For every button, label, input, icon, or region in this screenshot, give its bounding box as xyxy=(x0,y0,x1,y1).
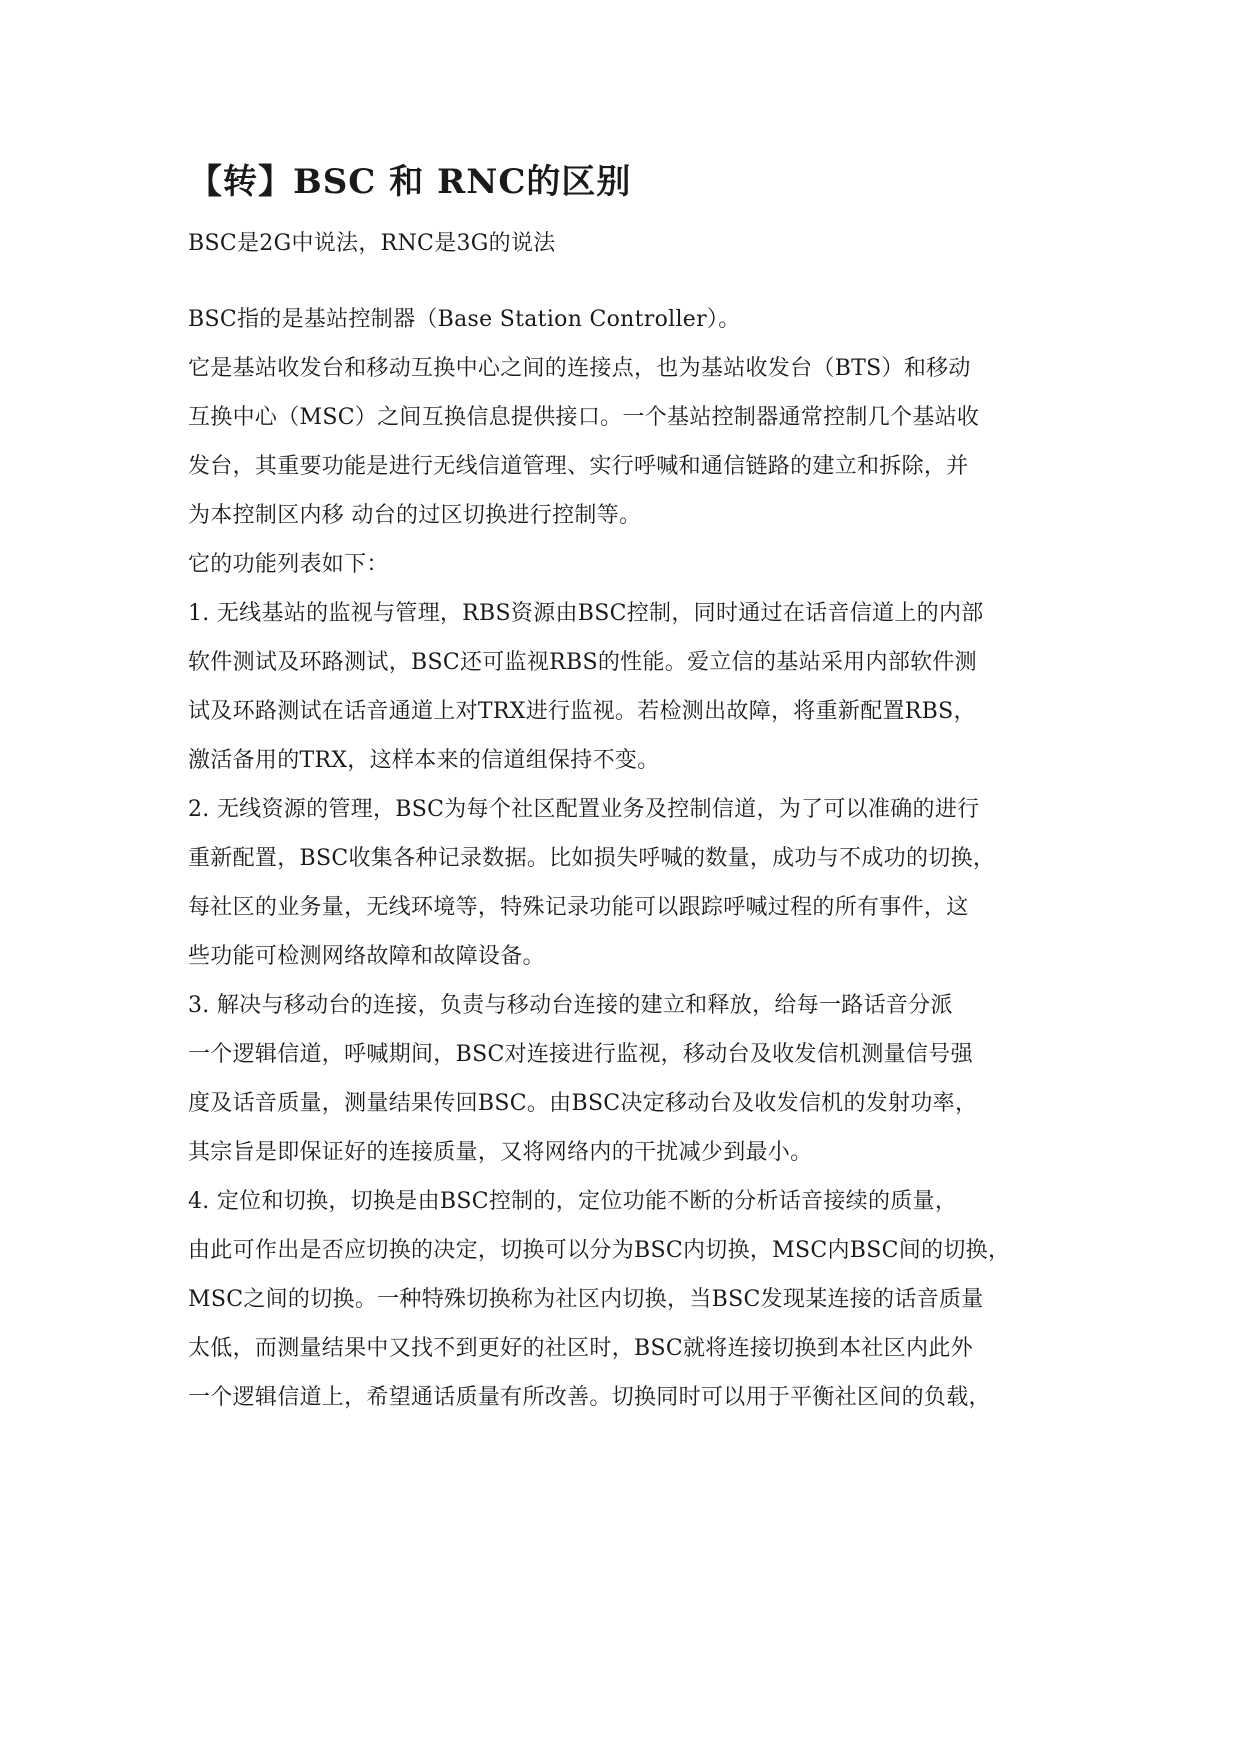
text-line: 度及话音质量，测量结果传回BSC。由BSC决定移动台及收发信机的发射功率， xyxy=(188,1091,978,1116)
text-line: 重新配置，BSC收集各种记录数据。比如损失呼喊的数量，成功与不成功的切换， xyxy=(188,846,996,871)
text-line: 它的功能列表如下： xyxy=(188,552,389,577)
text-line: 试及环路测试在话音通道上对TRX进行监视。若检测出故障，将重新配置RBS， xyxy=(188,699,976,724)
text-line: 它是基站收发台和移动互换中心之间的连接点，也为基站收发台（BTS）和移动 xyxy=(188,356,971,381)
text-line: 太低，而测量结果中又找不到更好的社区时，BSC就将连接切换到本社区内此外 xyxy=(188,1336,973,1361)
document-title: 【转】BSC 和 RNC的区别 xyxy=(188,162,632,202)
text-line: 激活备用的TRX，这样本来的信道组保持不变。 xyxy=(188,748,660,773)
text-line: 其宗旨是即保证好的连接质量，又将网络内的干扰减少到最小。 xyxy=(188,1140,813,1165)
text-line: BSC是2G中说法，RNC是3G的说法 xyxy=(188,231,556,256)
text-line: BSC指的是基站控制器（Base Station Controller）。 xyxy=(188,307,741,332)
text-line: 互换中心（MSC）之间互换信息提供接口。一个基站控制器通常控制几个基站收 xyxy=(188,405,980,430)
text-line: 一个逻辑信道，呼喊期间，BSC对连接进行监视，移动台及收发信机测量信号强 xyxy=(188,1042,973,1067)
text-line: MSC之间的切换。一种特殊切换称为社区内切换，当BSC发现某连接的话音质量 xyxy=(188,1287,984,1312)
text-line: 由此可作出是否应切换的决定，切换可以分为BSC内切换，MSC内BSC间的切换， xyxy=(188,1238,1011,1263)
text-line: 3. 解决与移动台的连接，负责与移动台连接的建立和释放，给每一路话音分派 xyxy=(188,993,953,1018)
text-line: 发台，其重要功能是进行无线信道管理、实行呼喊和通信链路的建立和拆除，并 xyxy=(188,454,969,479)
text-line: 4. 定位和切换，切换是由BSC控制的，定位功能不断的分析话音接续的质量， xyxy=(188,1189,958,1214)
text-line: 1. 无线基站的监视与管理，RBS资源由BSC控制，同时通过在话音信道上的内部 xyxy=(188,601,984,626)
text-line: 软件测试及环路测试，BSC还可监视RBS的性能。爱立信的基站采用内部软件测 xyxy=(188,650,977,675)
text-line: 一个逻辑信道上，希望通话质量有所改善。切换同时可以用于平衡社区间的负载， xyxy=(188,1385,991,1410)
text-line: 2. 无线资源的管理，BSC为每个社区配置业务及控制信道，为了可以准确的进行 xyxy=(188,797,980,822)
text-line: 每社区的业务量，无线环境等，特殊记录功能可以跟踪呼喊过程的所有事件，这 xyxy=(188,895,969,920)
text-line: 为本控制区内移 动台的过区切换进行控制等。 xyxy=(188,503,642,528)
text-line: 些功能可检测网络故障和故障设备。 xyxy=(188,944,545,969)
